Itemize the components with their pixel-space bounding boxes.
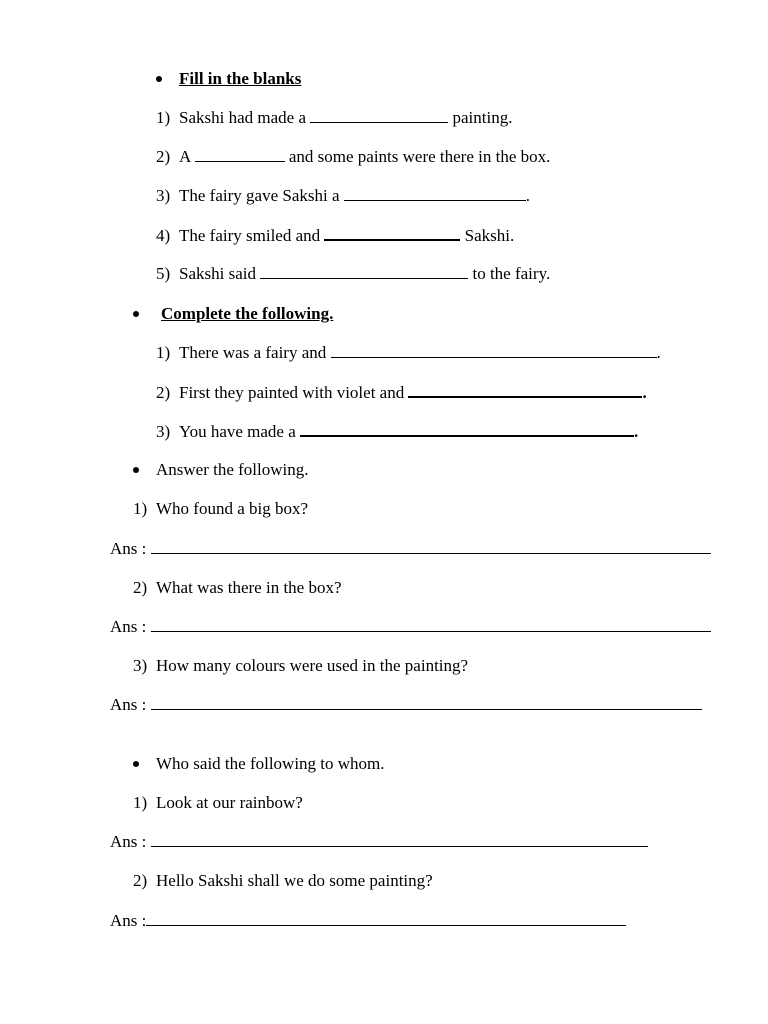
blank-line[interactable]	[260, 264, 468, 279]
item-number: 5)	[156, 264, 171, 283]
fill-item-4: 4) The fairy smiled and Sakshi.	[156, 226, 515, 245]
item-number: 3)	[156, 186, 171, 205]
item-number: 1)	[156, 108, 171, 127]
answer-line-4	[110, 832, 648, 852]
complete-item-1: 1) There was a fairy and .	[156, 343, 661, 362]
complete-item-3: 3) You have made a .	[156, 422, 639, 441]
fill-item-2: 2) A and some paints were there in the box.	[156, 147, 551, 166]
blank-line[interactable]	[331, 343, 657, 358]
answer-blank[interactable]	[151, 695, 702, 710]
item-number: 2)	[133, 578, 148, 597]
ans-label: Ans :	[110, 695, 151, 714]
fill-item-5: 5) Sakshi said to the fairy.	[156, 264, 551, 283]
blank-line[interactable]	[408, 382, 642, 398]
item-number: 1)	[133, 793, 148, 812]
complete-item-2: 2) First they painted with violet and .	[156, 383, 647, 402]
bullet-icon	[133, 467, 139, 473]
item-number: 2)	[156, 383, 171, 402]
bullet-icon	[133, 761, 139, 767]
item-number: 1)	[156, 343, 171, 362]
answer-line-1	[110, 539, 711, 559]
question-1: 1) Who found a big box?	[133, 499, 309, 518]
item-number: 3)	[133, 656, 148, 675]
item-number: 1)	[133, 499, 148, 518]
quote-2: 2) Hello Sakshi shall we do some painting?	[133, 871, 433, 890]
question-2: 2) What was there in the box?	[133, 578, 342, 597]
question-3: 3) How many colours were used in the painting?	[133, 656, 469, 675]
answer-blank[interactable]	[151, 539, 711, 554]
item-number: 4)	[156, 226, 171, 245]
answer-blank[interactable]	[151, 617, 711, 632]
ans-label: Ans :	[110, 832, 151, 851]
blank-line[interactable]	[300, 421, 634, 437]
answer-blank[interactable]	[151, 832, 648, 847]
bullet-icon	[133, 311, 139, 317]
blank-line[interactable]	[310, 108, 448, 123]
blank-line[interactable]	[324, 225, 460, 241]
item-number: 2)	[133, 871, 148, 890]
blank-line[interactable]	[344, 186, 526, 201]
answer-line-3	[110, 695, 702, 715]
fill-item-1: 1) Sakshi had made a painting.	[156, 108, 513, 127]
ans-label: Ans :	[110, 539, 151, 558]
ans-label: Ans :	[110, 617, 151, 636]
section2-heading: Complete the following.	[161, 304, 334, 323]
quote-1: 1) Look at our rainbow?	[133, 793, 303, 812]
item-number: 3)	[156, 422, 171, 441]
item-number: 2)	[156, 147, 171, 166]
ans-label: Ans :	[110, 911, 147, 930]
answer-line-2	[110, 617, 711, 637]
fill-item-3: 3) The fairy gave Sakshi a .	[156, 186, 530, 205]
bullet-icon	[156, 76, 162, 82]
section4-heading: Who said the following to whom.	[156, 754, 385, 773]
section1-heading: Fill in the blanks	[179, 69, 302, 88]
answer-blank[interactable]	[146, 911, 626, 926]
answer-line-5	[110, 911, 626, 931]
blank-line[interactable]	[195, 147, 285, 162]
section3-heading: Answer the following.	[156, 460, 309, 479]
